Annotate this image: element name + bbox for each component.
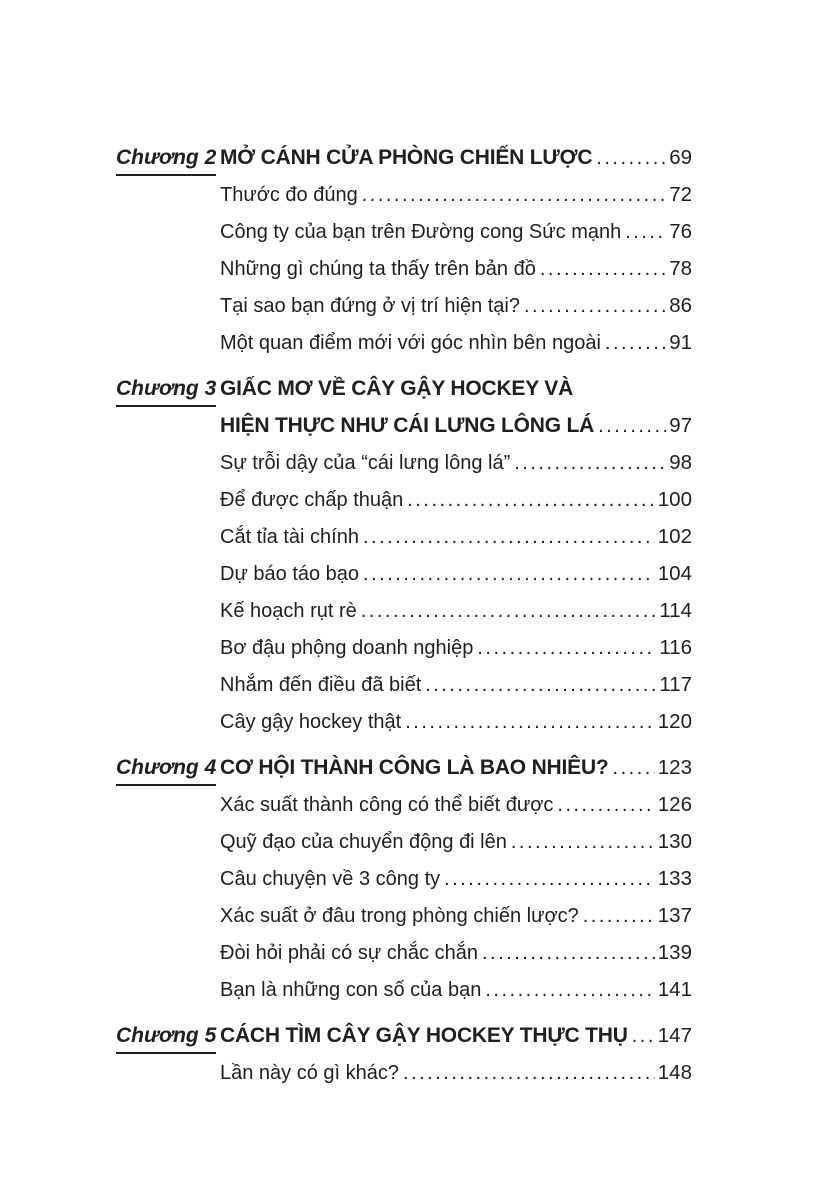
chapter-label: [116, 370, 220, 740]
page-number: 78: [669, 257, 692, 280]
toc-entry: [220, 592, 692, 629]
toc-entry-label: Bạn là những con số của bạn: [220, 979, 482, 1001]
chapter-label: [116, 1017, 220, 1091]
dot-leader: [444, 861, 655, 898]
toc-entry-label: Dự báo táo bạo: [220, 563, 360, 585]
toc-entry-label: Xác suất thành công có thể biết được: [220, 794, 554, 816]
chapter-rows: [220, 749, 692, 1008]
toc-entry-label: Bơ đậu phộng doanh nghiệp: [220, 637, 474, 659]
chapter-title-row-line1: [220, 370, 692, 407]
dot-leader: [361, 593, 657, 630]
page-number: 76: [669, 220, 692, 243]
dot-leader: [485, 972, 654, 1009]
chapter-rows: [220, 1017, 692, 1091]
page-number: 86: [669, 294, 692, 317]
toc-entry-label: Kế hoạch rụt rè: [220, 600, 357, 622]
dot-leader: [363, 556, 655, 593]
page-number: 91: [669, 331, 692, 354]
table-of-contents: [116, 139, 692, 1091]
toc-entry: [220, 666, 692, 703]
chapter-title: MỞ CÁNH CỬA PHÒNG CHIẾN LƯỢC: [220, 146, 593, 169]
dot-leader: [514, 445, 666, 482]
toc-entry: [220, 444, 692, 481]
toc-chapter-5: [116, 1017, 692, 1091]
page-number: 148: [657, 1061, 692, 1084]
toc-entry: [220, 481, 692, 518]
toc-entry: [220, 860, 692, 897]
toc-entry-label: Một quan điểm mới với góc nhìn bên ngoài: [220, 332, 601, 354]
dot-leader: [477, 630, 656, 667]
chapter-title-row: [220, 749, 692, 786]
toc-chapter-3: [116, 370, 692, 740]
page-number: 114: [659, 599, 692, 622]
dot-leader: [524, 288, 666, 325]
dot-leader: [557, 787, 654, 824]
toc-entry-label: Những gì chúng ta thấy trên bản đồ: [220, 258, 536, 280]
dot-leader: [362, 177, 666, 214]
page-number: 104: [657, 562, 692, 585]
toc-entry-label: Cây gậy hockey thật: [220, 711, 402, 733]
chapter-label: [116, 139, 220, 361]
page-number: 139: [657, 941, 692, 964]
dot-leader: [405, 704, 655, 741]
toc-chapter-2: [116, 139, 692, 361]
toc-entry-label: Quỹ đạo của chuyển động đi lên: [220, 831, 507, 853]
chapter-title: CƠ HỘI THÀNH CÔNG LÀ BAO NHIÊU?: [220, 756, 609, 779]
chapter-title-row-line2: [220, 407, 692, 444]
toc-entry: [220, 287, 692, 324]
dot-leader: [625, 214, 666, 251]
page-number: 97: [669, 414, 692, 437]
dot-leader: [482, 935, 655, 972]
chapter-label-text: Chương 2: [116, 146, 216, 176]
chapter-label: [116, 749, 220, 1008]
dot-leader: [425, 667, 656, 704]
toc-entry-label: Cắt tỉa tài chính: [220, 526, 359, 548]
dot-leader: [511, 824, 655, 861]
dot-leader: [407, 482, 655, 519]
toc-chapter-4: [116, 749, 692, 1008]
page-number: 137: [657, 904, 692, 927]
toc-entry-label: Lần này có gì khác?: [220, 1062, 400, 1084]
toc-entry-label: Tại sao bạn đứng ở vị trí hiện tại?: [220, 295, 520, 317]
toc-entry: [220, 823, 692, 860]
toc-entry-label: Sự trỗi dậy của “cái lưng lông lá”: [220, 452, 511, 474]
dot-leader: [596, 140, 666, 177]
toc-entry: [220, 324, 692, 361]
chapter-label-text: Chương 4: [116, 756, 216, 786]
toc-entry-label: Câu chuyện về 3 công ty: [220, 868, 441, 890]
page-number: 123: [657, 756, 692, 779]
dot-leader: [540, 251, 666, 288]
dot-leader: [583, 898, 655, 935]
toc-entry: [220, 213, 692, 250]
toc-entry-label: Nhắm đến điều đã biết: [220, 674, 422, 696]
chapter-title-line2: HIỆN THỰC NHƯ CÁI LƯNG LÔNG LÁ: [220, 414, 595, 437]
toc-entry-label: Xác suất ở đâu trong phòng chiến lược?: [220, 905, 579, 927]
toc-entry: [220, 897, 692, 934]
page-number: 98: [669, 451, 692, 474]
chapter-title: CÁCH TÌM CÂY GẬY HOCKEY THỰC THỤ: [220, 1024, 628, 1047]
page-number: 147: [657, 1024, 692, 1047]
toc-entry-label: Đòi hỏi phải có sự chắc chắn: [220, 942, 478, 964]
toc-entry: [220, 629, 692, 666]
chapter-title-row: [220, 1017, 692, 1054]
page-number: 133: [657, 867, 692, 890]
toc-entry-label: Công ty của bạn trên Đường cong Sức mạnh: [220, 221, 622, 243]
chapter-rows: [220, 139, 692, 361]
dot-leader: [598, 408, 666, 445]
toc-entry: [220, 703, 692, 740]
toc-entry-label: Thước đo đúng: [220, 184, 358, 206]
chapter-title-line1: GIẤC MƠ VỀ CÂY GẬY HOCKEY VÀ: [220, 377, 574, 400]
page-number: 100: [657, 488, 692, 511]
toc-entry: [220, 1054, 692, 1091]
page-number: 72: [669, 183, 692, 206]
toc-entry: [220, 934, 692, 971]
chapter-title-row: [220, 139, 692, 176]
page-number: 116: [659, 636, 692, 659]
chapter-label-text: Chương 3: [116, 377, 216, 407]
chapter-rows: [220, 370, 692, 740]
toc-entry: [220, 176, 692, 213]
dot-leader: [632, 1018, 655, 1055]
page-number: 102: [657, 525, 692, 548]
toc-entry: [220, 786, 692, 823]
chapter-label-text: Chương 5: [116, 1024, 216, 1054]
page-number: 126: [657, 793, 692, 816]
dot-leader: [363, 519, 655, 556]
page-number: 120: [657, 710, 692, 733]
toc-entry-label: Để được chấp thuận: [220, 489, 404, 511]
dot-leader: [403, 1055, 655, 1092]
page-number: 141: [657, 978, 692, 1001]
dot-leader: [605, 325, 666, 362]
page-number: 130: [657, 830, 692, 853]
toc-entry: [220, 250, 692, 287]
toc-entry: [220, 518, 692, 555]
toc-entry: [220, 971, 692, 1008]
page-number: 69: [669, 146, 692, 169]
dot-leader: [613, 750, 655, 787]
toc-entry: [220, 555, 692, 592]
page-number: 117: [659, 673, 692, 696]
